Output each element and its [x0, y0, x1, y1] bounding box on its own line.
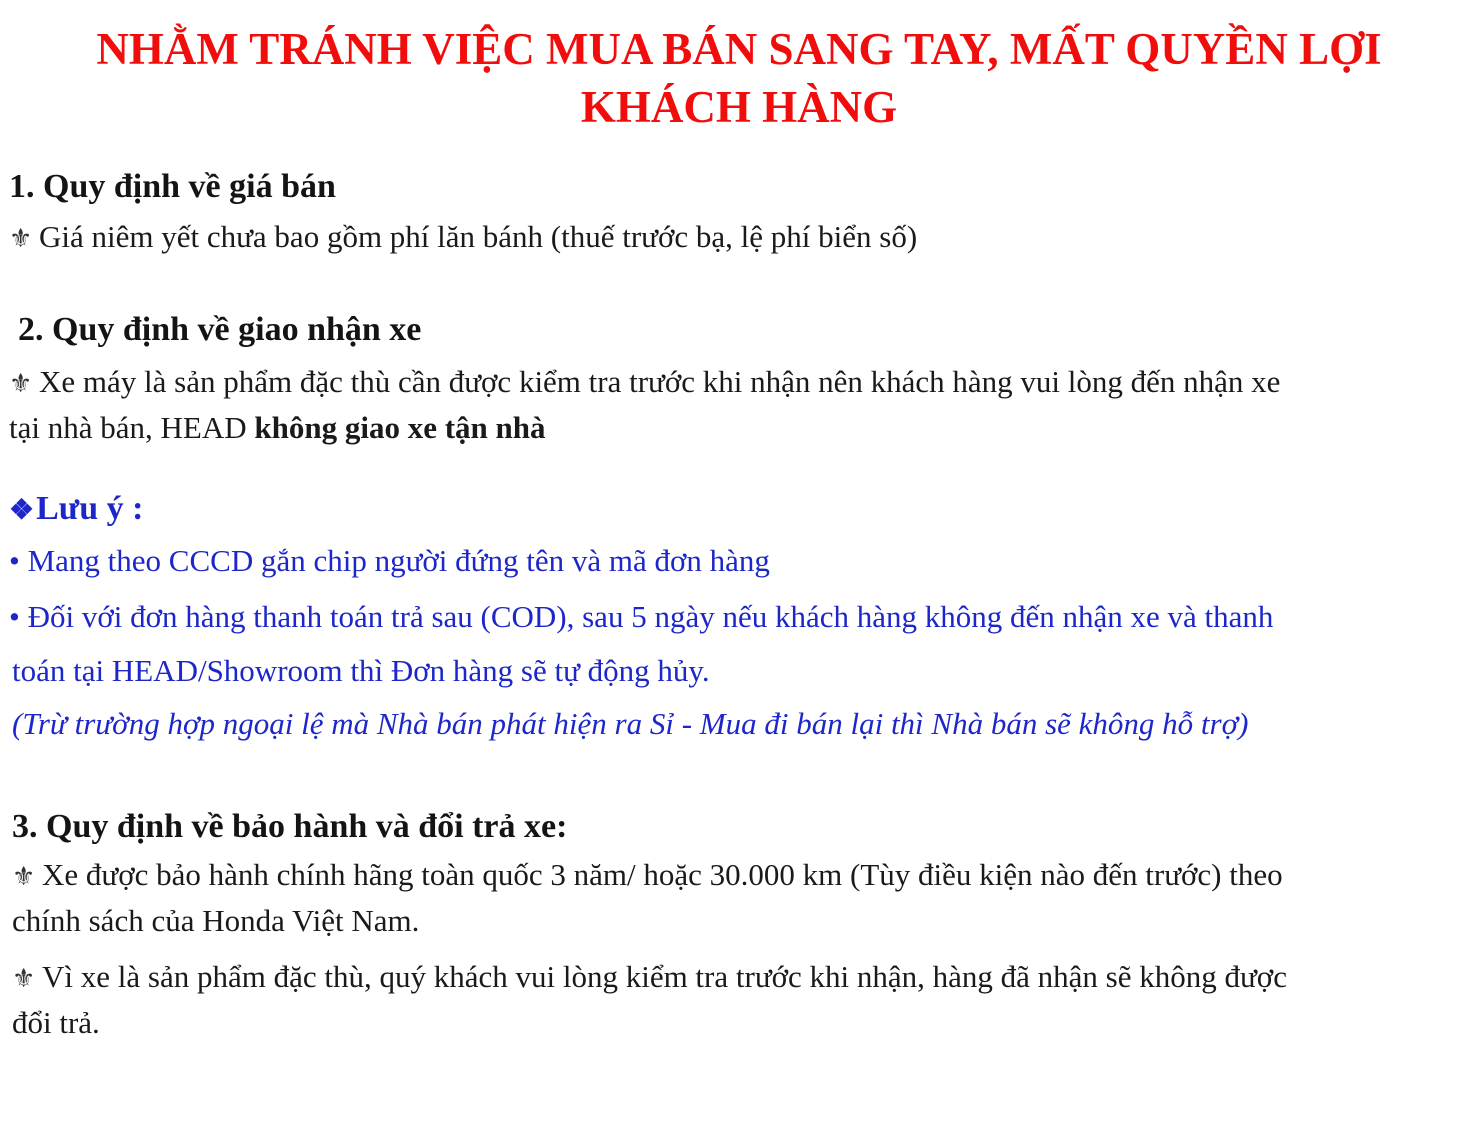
section3-heading: 3. Quy định về bảo hành và đổi trả xe: — [12, 808, 568, 845]
note-heading-text: Lưu ý : — [36, 490, 144, 527]
page-title-line1: NHẰM TRÁNH VIỆC MUA BÁN SANG TAY, MẤT QUYỀN LỢI — [96, 24, 1382, 74]
note-italic-exception: (Trừ trường hợp ngoại lệ mà Nhà bán phát hiện ra Sỉ - Mua đi bán lại thì Nhà bán sẽ không hỗ trợ) — [12, 706, 1249, 741]
fleur-de-lis-icon: ⚜ — [12, 862, 36, 891]
page-title — [0, 20, 1478, 136]
section3-item2-text: Vì xe là sản phẩm đặc thù, quý khách vui lòng kiểm tra trước khi nhận, hàng đã nhận sẽ không được — [42, 959, 1287, 994]
section3-item1-line2: chính sách của Honda Việt Nam. — [12, 903, 420, 938]
section3-item2-line1 — [12, 959, 1287, 995]
note-bullet2-line1: • Đối với đơn hàng thanh toán trả sau (COD), sau 5 ngày nếu khách hàng không đến nhận xe và thanh — [9, 599, 1274, 634]
section2-item1-line2 — [9, 410, 546, 446]
note-heading — [9, 490, 143, 528]
diamond-icon: ❖ — [9, 495, 35, 526]
section1-heading: 1. Quy định về giá bán — [9, 168, 336, 205]
page-title-line2: KHÁCH HÀNG — [580, 82, 898, 132]
section1-item1-text: Giá niêm yết chưa bao gồm phí lăn bánh (thuế trước bạ, lệ phí biển số) — [39, 219, 918, 254]
section3-item1-text: Xe được bảo hành chính hãng toàn quốc 3 năm/ hoặc 30.000 km (Tùy điều kiện nào đến trước) theo — [42, 857, 1283, 892]
section3-item1-line1 — [12, 857, 1283, 893]
note-bullet1: • Mang theo CCCD gắn chip người đứng tên và mã đơn hàng — [9, 543, 770, 578]
fleur-de-lis-icon: ⚜ — [12, 964, 36, 993]
section2-item1-line1 — [9, 364, 1280, 400]
section3-item2-line2: đổi trả. — [12, 1005, 100, 1040]
fleur-de-lis-icon: ⚜ — [9, 369, 33, 398]
fleur-de-lis-icon: ⚜ — [9, 224, 33, 253]
section2-item1-text: Xe máy là sản phẩm đặc thù cần được kiểm tra trước khi nhận nên khách hàng vui lòng đến nhận xe — [39, 364, 1281, 399]
note-bullet2-line2: toán tại HEAD/Showroom thì Đơn hàng sẽ tự động hủy. — [12, 653, 710, 688]
section2-item1-line2-text: tại nhà bán, HEAD — [9, 410, 255, 445]
section2-item1-bold-text: không giao xe tận nhà — [254, 410, 546, 445]
section2-heading: 2. Quy định về giao nhận xe — [18, 311, 422, 348]
section1-item1 — [9, 219, 917, 255]
